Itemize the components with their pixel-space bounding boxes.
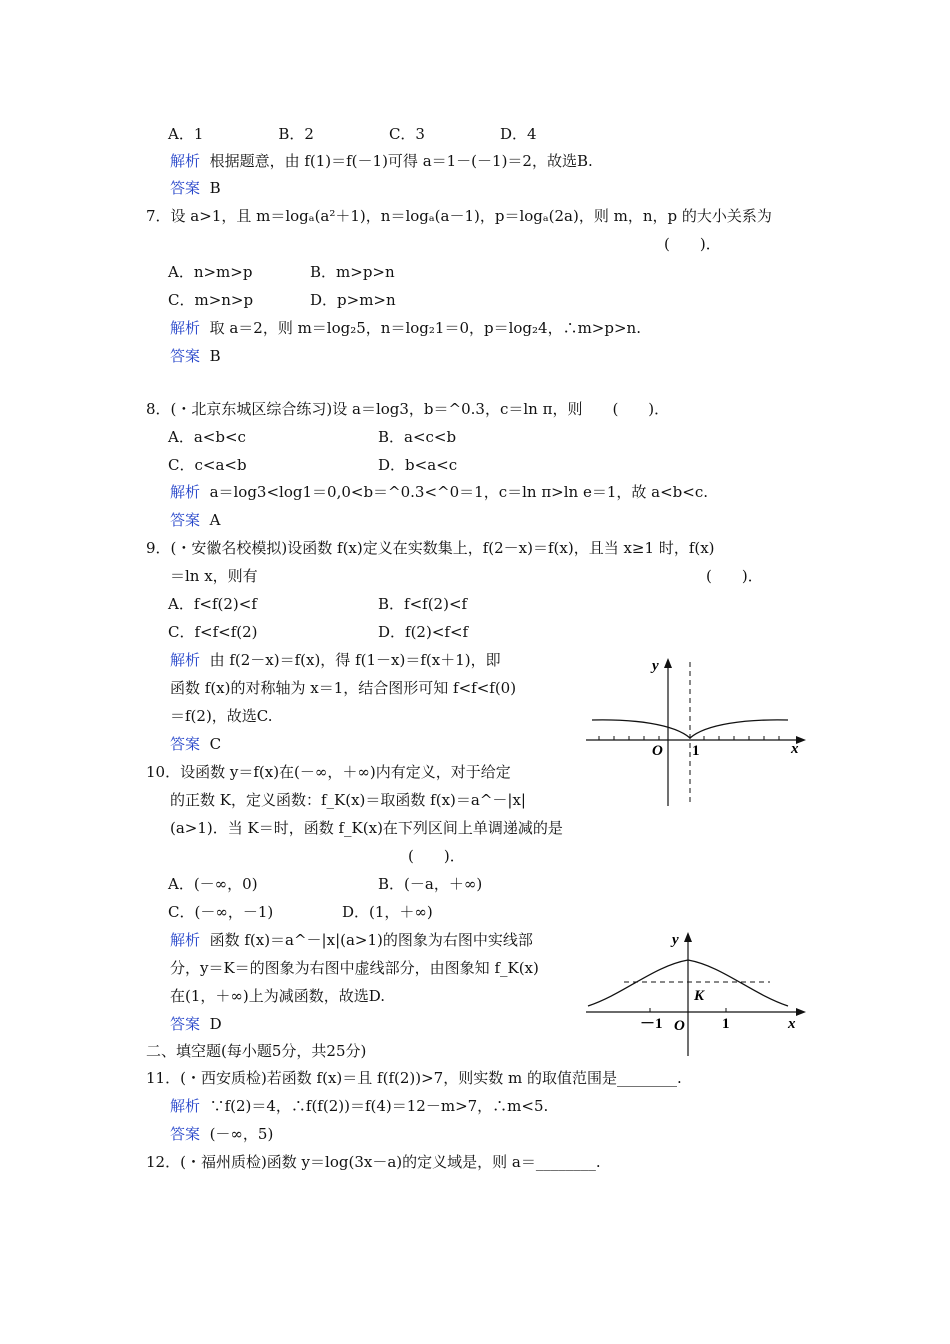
neg1-label: －1 [640,1016,663,1032]
question-q7: 7．设 a>1，且 m＝logₐ(a²＋1)，n＝logₐ(a－1)，p＝logₐ(2a)，则 m，n，p 的大小关系为 [146,207,772,225]
choice-d-q8: D．b<a<c [378,456,458,474]
solution-text: 函数 f(x)＝a^－|x|(a>1)的图象为右图中实线部 [209,931,533,949]
choice-c-q7: C．m>n>p [168,291,254,309]
solution-q10 [170,930,533,950]
answer-label: 答案 [170,511,201,529]
answer-label: 答案 [170,1015,201,1033]
choice-c-q10: C．(－∞，－1) [168,903,274,921]
solution-text: 根据题意，由 f(1)＝f(－1)可得 a＝1－(－1)＝2，故选B. [209,152,593,170]
y-axis-arrow [684,932,692,942]
question-q11: 11．(・西安质检)若函数 f(x)＝且 f(f(2))>7，则实数 m 的取值范围是________. [146,1069,682,1087]
question-q8: 8．(・北京东城区综合练习)设 a＝log3，b＝^0.3，c＝ln π，则 ( )． [146,400,670,418]
solution-q11 [170,1096,548,1116]
answer-text: B [209,179,221,197]
solution-text: 取 a＝2，则 m＝log₂5，n＝log₂1＝0，p＝log₂4，∴m>p>n. [209,319,641,337]
answer-text: A [209,511,221,529]
k-label: K [694,988,705,1004]
choice-b-q7: B．m>p>n [310,263,395,281]
answer-label: 答案 [170,1125,201,1143]
y-label: y [652,658,659,674]
choice-a-q8: A．a<b<c [168,428,246,446]
answer-q11 [170,1124,273,1144]
solution-q9-line2: 函数 f(x)的对称轴为 x＝1，结合图形可知 f<f<f(0) [170,679,517,697]
choice-d-q9: D．f(2)<f<f [378,623,469,641]
solution-q7 [170,318,641,338]
solution-q9-line3: ＝f(2)，故选C. [170,707,273,725]
question-q10: 10．设函数 y＝f(x)在(－∞，＋∞)内有定义，对于给定 [146,763,511,781]
choices-q6: A．1 B．2 C．3 D．4 [168,125,537,143]
solution-text: ∵f(2)＝4，∴f(f(2))＝f(4)＝12－m>7，∴m<5. [209,1097,549,1115]
answer-text: C [209,735,222,753]
solution-label: 解析 [170,931,201,949]
choice-a-q10: A．(－∞，0) [168,875,258,893]
answer-bracket-q9: ( )． [706,567,763,585]
answer-label: 答案 [170,735,201,753]
solution-q9 [170,650,501,670]
answer-bracket-q7: ( )． [664,235,721,253]
answer-q9 [170,734,221,754]
solution-label: 解析 [170,152,201,170]
solution-text: 由 f(2－x)＝f(x)，得 f(1－x)＝f(x＋1)，即 [209,651,501,669]
one-label: 1 [722,1016,730,1032]
one-label: 1 [692,743,700,759]
x-label: x [788,1016,796,1032]
answer-text: D [209,1015,222,1033]
choice-c-q8: C．c<a<b [168,456,247,474]
graph-ln-symmetric [584,652,810,808]
x-label: x [791,741,799,757]
solution-q10-line3: 在(1，＋∞)上为减函数，故选D. [170,987,386,1005]
choice-b-q9: B．f<f(2)<f [378,595,468,613]
solution-q6 [170,151,593,171]
answer-q7 [170,346,221,366]
answer-text: B [209,347,221,365]
choice-b-q8: B．a<c<b [378,428,457,446]
choice-b-q10: B．(－a，＋∞) [378,875,483,893]
x-axis-arrow [796,1008,806,1016]
answer-text: (－∞，5) [209,1125,274,1143]
question-q9: 9．(・安徽名校模拟)设函数 f(x)定义在实数集上，f(2－x)＝f(x)，且当 x≥1 时，f(x) [146,539,715,557]
solution-label: 解析 [170,319,201,337]
y-axis-arrow [664,658,672,668]
answer-q10 [170,1014,222,1034]
solution-label: 解析 [170,651,201,669]
choice-a-q9: A．f<f(2)<f [168,595,257,613]
solution-text: a＝log3<log1＝0,0<b＝^0.3<^0＝1，c＝ln π>ln e＝1，故 a<b<c. [209,483,709,501]
solution-label: 解析 [170,483,201,501]
origin-label: O [652,743,663,759]
question-q9-cont: ＝ln x，则有 [170,567,258,585]
origin-label: O [674,1018,685,1034]
solution-label: 解析 [170,1097,201,1115]
question-q10-line3: (a>1)．当 K＝时，函数 f_K(x)在下列区间上单调递减的是 [170,819,563,837]
answer-label: 答案 [170,179,201,197]
solution-q10-line2: 分，y＝K＝的图象为右图中虚线部分，由图象知 f_K(x) [170,959,539,977]
choice-c-q9: C．f<f<f(2) [168,623,258,641]
choice-a-q7: A．n>m>p [168,263,253,281]
answer-bracket-q10: ( )． [408,847,465,865]
choice-d-q10: D．(1，＋∞) [342,903,433,921]
solution-q8 [170,482,708,502]
question-q10-line2: 的正数 K，定义函数：f_K(x)＝取函数 f(x)＝a^－|x| [170,791,526,809]
graph-exp-abs [584,928,810,1058]
section-heading-fill-in: 二、填空题(每小题5分，共25分) [146,1042,367,1060]
choice-d-q7: D．p>m>n [310,291,396,309]
answer-q8 [170,510,220,530]
question-q12: 12．(・福州质检)函数 y＝log(3x－a)的定义域是，则 a＝________. [146,1153,601,1171]
answer-q6 [170,178,221,198]
answer-label: 答案 [170,347,201,365]
y-label: y [672,932,679,948]
